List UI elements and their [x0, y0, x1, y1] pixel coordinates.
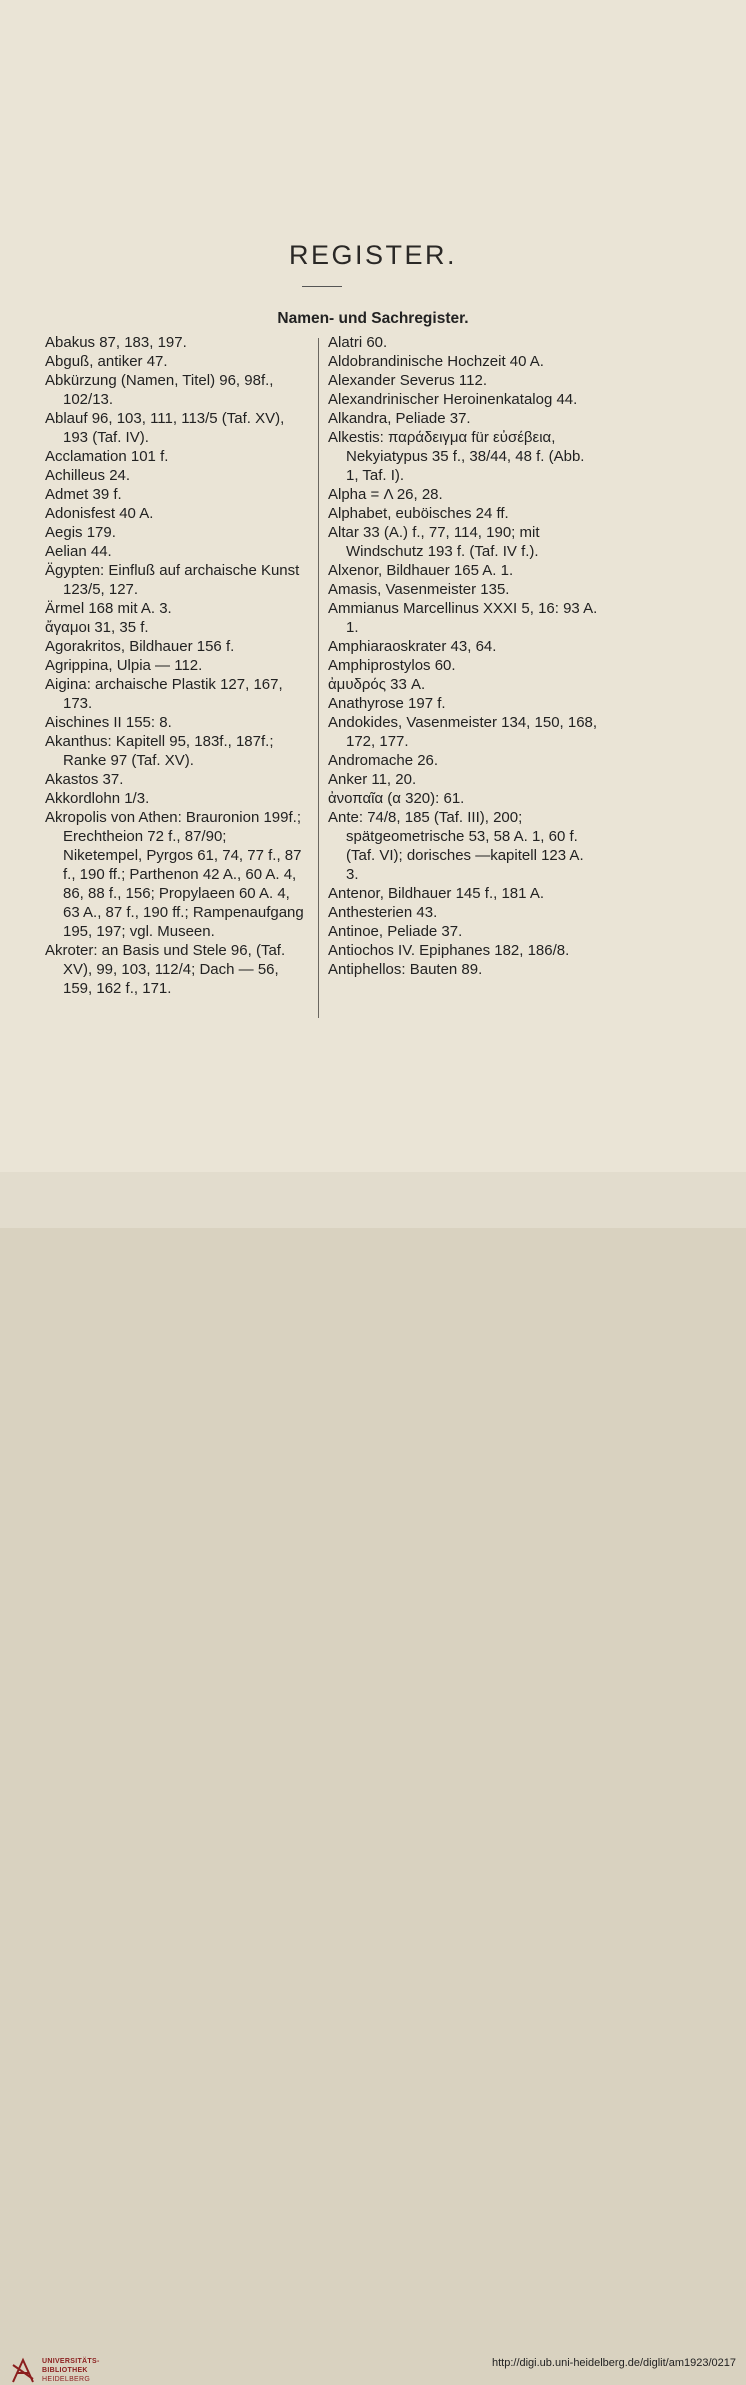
footer-bar	[0, 1172, 746, 2383]
register-entry: Alexander Severus 112.	[328, 372, 487, 389]
register-entry: ἀνοπαῖα (α 320): 61.	[328, 790, 465, 807]
register-entry: Antenor, Bildhauer 145 f., 181 A.	[328, 885, 544, 902]
register-entry: ἄγαμοι 31, 35 f.	[45, 619, 149, 636]
logo-line: HEIDELBERG	[42, 2376, 91, 2383]
register-entry: Andromache 26.	[328, 752, 439, 769]
register-entry: Adonisfest 40 A.	[45, 505, 154, 522]
register-entry: Abguß, antiker 47.	[45, 353, 168, 370]
register-entry: Ante: 74/8, 185 (Taf. III), 200; spätgeometrische 53, 58 A. 1, 60 f. (Taf. VI); dorisches —kapitell 123 A. 3.	[328, 809, 584, 883]
page-title: REGISTER.	[288, 240, 458, 270]
register-entry: Ärmel 168 mit A. 3.	[45, 600, 172, 617]
register-entry: Altar 33 (A.) f., 77, 114, 190; mit Windschutz 193 f. (Taf. IV f.).	[328, 524, 540, 560]
register-entry: Alexandrinischer Heroinenkatalog 44.	[328, 391, 578, 408]
register-entry: Amasis, Vasenmeister 135.	[328, 581, 510, 598]
register-entry: Ablauf 96, 103, 111, 113/5 (Taf. XV), 193 (Taf. IV).	[45, 410, 285, 446]
register-entry: Alatri 60.	[328, 334, 388, 351]
register-entry: Akropolis von Athen: Brauronion 199f.; Erechtheion 72 f., 87/90; Niketempel, Pyrgos 61, 74, 77 f., 87 f., 190 ff.; Parthenon 42 A., 60 A. 4, 86, 88 f., 156; Propylaeen 60 A. 4, 63 A., 87 f., 190 ff.; Rampenaufgang 195, 197; vgl. Museen.	[45, 809, 304, 940]
scanned-page	[0, 0, 746, 1172]
register-entry: Achilleus 24.	[45, 467, 131, 484]
register-entry: Aelian 44.	[45, 543, 112, 560]
register-entry: Antiochos IV. Epiphanes 182, 186/8.	[328, 942, 570, 959]
register-entry: Alkandra, Peliade 37.	[328, 410, 471, 427]
library-logo-text	[42, 2357, 100, 2384]
left-column	[45, 333, 307, 998]
register-entry: Antinoe, Peliade 37.	[328, 923, 463, 940]
register-entry: Acclamation 101 f.	[45, 448, 169, 465]
register-entry: Alxenor, Bildhauer 165 A. 1.	[328, 562, 514, 579]
register-entry: Anathyrose 197 f.	[328, 695, 446, 712]
register-entry: Aigina: archaische Plastik 127, 167, 173.	[45, 676, 283, 712]
source-url-link[interactable]: http://digi.ub.uni-heidelberg.de/diglit/am1923/0217	[491, 2357, 736, 2369]
register-entry: Alkestis: παράδειγμα für εὐσέβεια, Nekyiatypus 35 f., 38/44, 48 f. (Abb. 1, Taf. I).	[328, 429, 585, 484]
register-entry: Anthesterien 43.	[328, 904, 438, 921]
right-column	[328, 333, 598, 979]
register-entry: Ammianus Marcellinus XXXI 5, 16: 93 A. 1.	[328, 600, 598, 636]
register-entry: Abakus 87, 183, 197.	[45, 334, 187, 351]
register-entry: Andokides, Vasenmeister 134, 150, 168, 172, 177.	[328, 714, 598, 750]
register-entry: Antiphellos: Bauten 89.	[328, 961, 483, 978]
register-entry: Akroter: an Basis und Stele 96, (Taf. XV), 99, 103, 112/4; Dach — 56, 159, 162 f., 171.	[45, 942, 286, 997]
logo-line: BIBLIOTHEK	[42, 2367, 88, 2374]
register-entry: Aegis 179.	[45, 524, 116, 541]
section-subtitle: Namen- und Sachregister.	[277, 310, 469, 327]
register-entry: Alphabet, euböisches 24 ff.	[328, 505, 509, 522]
register-entry: Akastos 37.	[45, 771, 124, 788]
register-entry: Alpha = Λ 26, 28.	[328, 486, 443, 503]
register-entry: Amphiaraoskrater 43, 64.	[328, 638, 497, 655]
register-entry: Aldobrandinische Hochzeit 40 A.	[328, 353, 544, 370]
register-entry: Agrippina, Ulpia — 112.	[45, 657, 203, 674]
register-entry: ἀμυδρός 33 A.	[328, 676, 426, 693]
register-entry: Ägypten: Einfluß auf archaische Kunst 123/5, 127.	[45, 562, 300, 598]
register-entry: Akanthus: Kapitell 95, 183f., 187f.; Ranke 97 (Taf. XV).	[45, 733, 274, 769]
register-entry: Aischines II 155: 8.	[45, 714, 172, 731]
title-rule	[302, 286, 342, 287]
logo-line: UNIVERSITÄTS-	[42, 2358, 100, 2365]
register-entry: Abkürzung (Namen, Titel) 96, 98f., 102/13.	[45, 372, 274, 408]
register-entry: Akkordlohn 1/3.	[45, 790, 150, 807]
university-logo-icon	[10, 2355, 36, 2385]
register-entry: Agorakritos, Bildhauer 156 f.	[45, 638, 235, 655]
column-divider	[318, 338, 319, 1018]
register-entry: Admet 39 f.	[45, 486, 122, 503]
register-entry: Amphiprostylos 60.	[328, 657, 456, 674]
register-entry: Anker 11, 20.	[328, 771, 417, 788]
